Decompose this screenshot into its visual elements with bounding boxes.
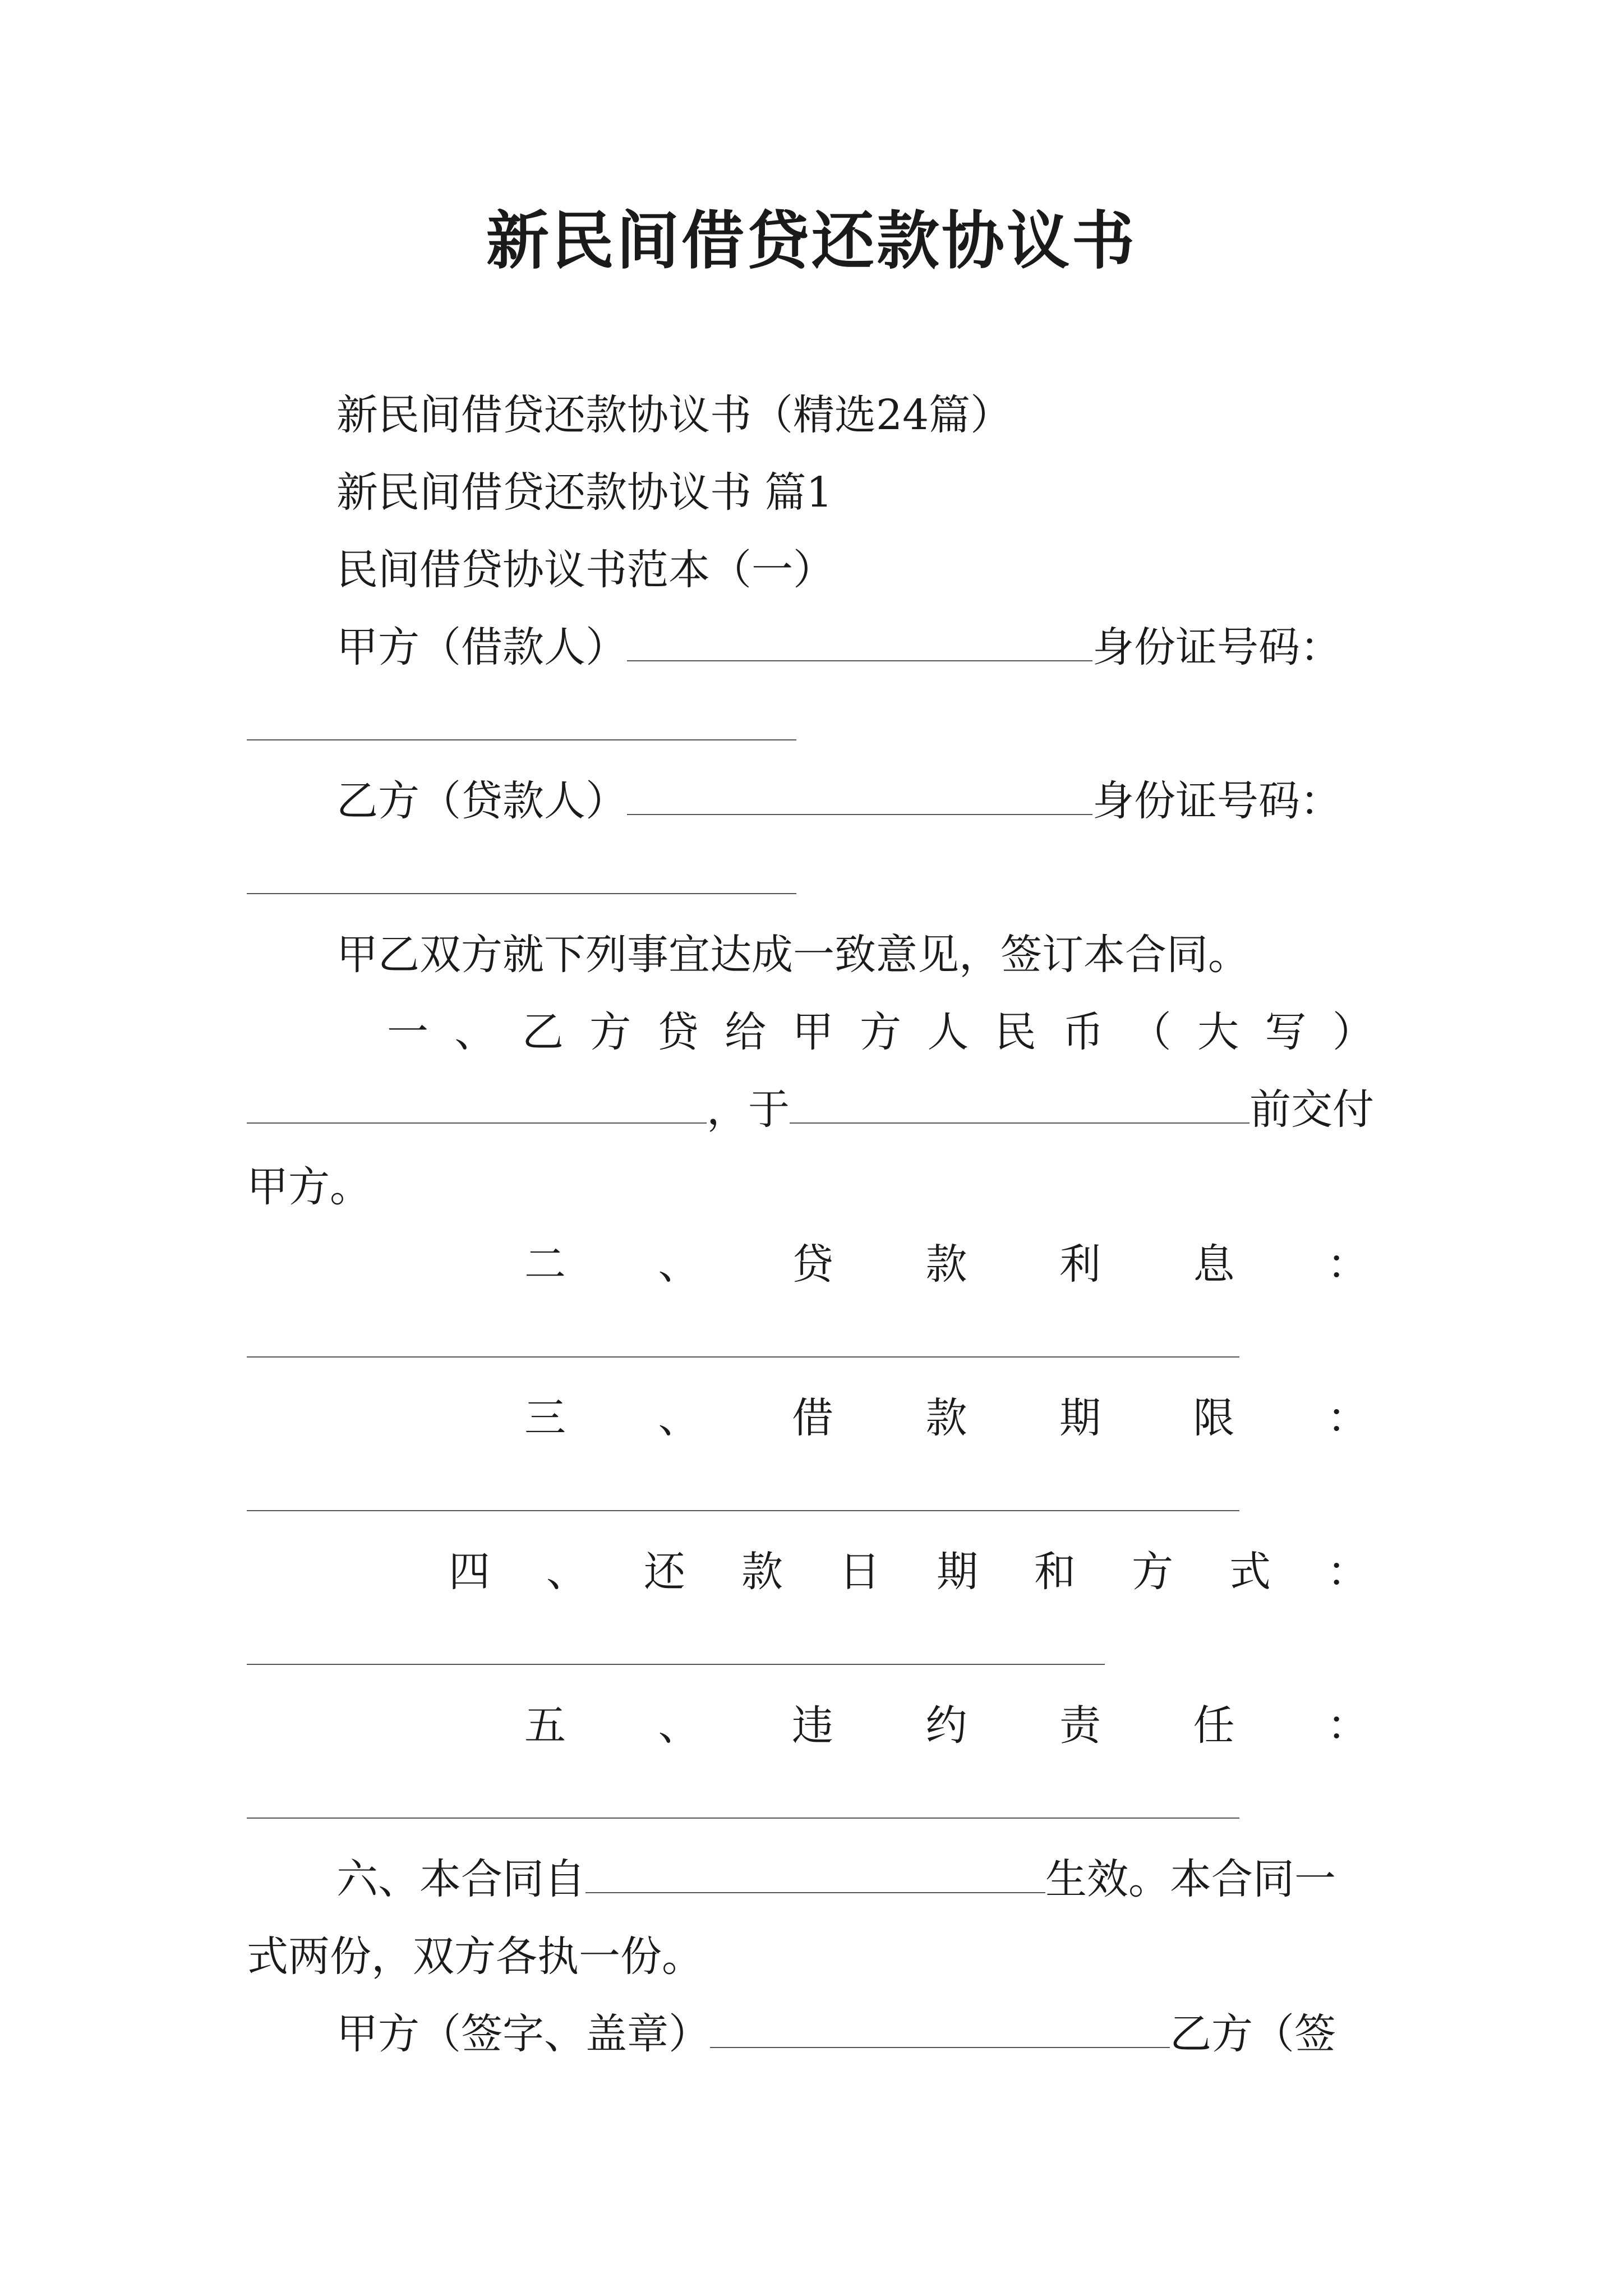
clause-3-char: 三	[524, 1394, 566, 1442]
clause-4-char: ：	[1327, 1548, 1368, 1596]
clause-1-char: 币	[1062, 1008, 1104, 1056]
clause-3-char: 借	[792, 1394, 833, 1442]
clause-4-char: 四	[449, 1548, 490, 1596]
clause-4-char: 期	[937, 1548, 978, 1596]
party-a-id-label: 身份证号码：	[1092, 623, 1341, 671]
clause-1-char: 乙	[522, 1008, 564, 1056]
clause-2-char: 款	[925, 1240, 967, 1289]
clause-1-char: 给	[725, 1008, 767, 1056]
clause-1-amount-line	[247, 1082, 1374, 1138]
clause-2-char: 贷	[792, 1240, 833, 1289]
clause-1-char: 方	[859, 1008, 901, 1056]
section-heading: 新民间借贷还款协议书 篇1	[336, 468, 833, 517]
agreement-intro: 甲乙双方就下列事宜达成一致意见，签订本合同。	[336, 931, 1249, 979]
clause-3-char: 款	[925, 1394, 967, 1442]
clause-5-char: ：	[1327, 1701, 1368, 1750]
clause-4-char: 式	[1229, 1548, 1271, 1596]
clause-4-char: 和	[1034, 1548, 1076, 1596]
clause-1-at: ，于	[707, 1085, 790, 1134]
party-a-name-blank[interactable]	[627, 625, 1092, 661]
clause-2-char: 息	[1193, 1240, 1235, 1289]
clause-2-char: ：	[1327, 1240, 1368, 1289]
clause-4-heading	[449, 1544, 1368, 1600]
clause-1-char: 写	[1265, 1008, 1307, 1056]
clause-6-start: 六、本合同自	[336, 1855, 585, 1903]
party-a-id-blank[interactable]	[247, 739, 796, 740]
clause-4-char: 款	[741, 1548, 783, 1596]
term-blank[interactable]	[247, 1510, 1239, 1511]
sign-b-label: 乙方（签	[1170, 2010, 1336, 2058]
clause-4-char: 日	[839, 1548, 880, 1596]
sign-a-blank[interactable]	[710, 2012, 1170, 2048]
effective-date-blank[interactable]	[585, 1857, 1045, 1893]
clause-6-line	[336, 1851, 1336, 1907]
party-a-label: 甲方（借款人）	[336, 623, 627, 671]
party-b-label: 乙方（贷款人）	[336, 777, 627, 825]
delivery-date-blank[interactable]	[790, 1088, 1249, 1124]
clause-1-char: 贷	[657, 1008, 699, 1056]
clause-1-char: 人	[927, 1008, 969, 1056]
clause-1-tail: 甲方。	[247, 1163, 371, 1211]
party-b-id-blank[interactable]	[247, 893, 796, 894]
clause-1-char: 甲	[792, 1008, 834, 1056]
clause-1-char: 民	[994, 1008, 1036, 1056]
clause-6-tail: 式两份，双方各执一份。	[247, 1932, 703, 1981]
clause-5-char: 、	[658, 1701, 700, 1750]
clause-1-char: 、	[454, 1008, 496, 1056]
clause-5-char: 违	[792, 1701, 833, 1750]
clause-1-char: 方	[589, 1008, 631, 1056]
clause-5-char: 任	[1193, 1701, 1235, 1750]
clause-4-char: 、	[546, 1548, 588, 1596]
amount-blank[interactable]	[247, 1088, 707, 1124]
clause-1-char: （	[1129, 1008, 1172, 1056]
clause-2-char: 利	[1059, 1240, 1101, 1289]
subtitle: 新民间借贷还款协议书（精选24篇）	[336, 391, 1012, 439]
sample-heading: 民间借贷协议书范本（一）	[336, 546, 834, 594]
clause-1-char: ）	[1332, 1008, 1374, 1056]
liability-blank[interactable]	[247, 1818, 1239, 1819]
clause-4-char: 还	[644, 1548, 685, 1596]
clause-1-heading	[387, 1004, 1374, 1060]
clause-1-char: 一	[387, 1008, 428, 1056]
sign-a-label: 甲方（签字、盖章）	[336, 2010, 710, 2058]
clause-2-char: 二	[524, 1240, 566, 1289]
interest-blank[interactable]	[247, 1356, 1239, 1358]
clause-5-char: 责	[1059, 1701, 1101, 1750]
clause-5-heading	[524, 1697, 1368, 1754]
clause-5-char: 约	[925, 1701, 967, 1750]
clause-2-char: 、	[658, 1240, 700, 1289]
clause-3-heading	[524, 1390, 1368, 1446]
clause-3-char: 限	[1193, 1394, 1235, 1442]
party-b-id-label: 身份证号码：	[1092, 777, 1341, 825]
party-b-name-blank[interactable]	[627, 779, 1092, 815]
clause-3-char: ：	[1327, 1394, 1368, 1442]
clause-3-char: 期	[1059, 1394, 1101, 1442]
party-a-line	[336, 619, 1341, 675]
signature-line	[336, 2006, 1336, 2062]
clause-3-char: 、	[658, 1394, 700, 1442]
clause-1-char: 大	[1197, 1008, 1239, 1056]
party-b-line	[336, 773, 1341, 829]
repayment-blank[interactable]	[247, 1664, 1105, 1665]
clause-4-char: 方	[1132, 1548, 1173, 1596]
clause-1-deliver: 前交付	[1249, 1085, 1374, 1134]
clause-2-heading	[524, 1236, 1368, 1292]
clause-5-char: 五	[524, 1701, 566, 1750]
clause-6-effect: 生效。本合同一	[1045, 1855, 1336, 1903]
page-title: 新民间借贷还款协议书	[486, 204, 1137, 278]
